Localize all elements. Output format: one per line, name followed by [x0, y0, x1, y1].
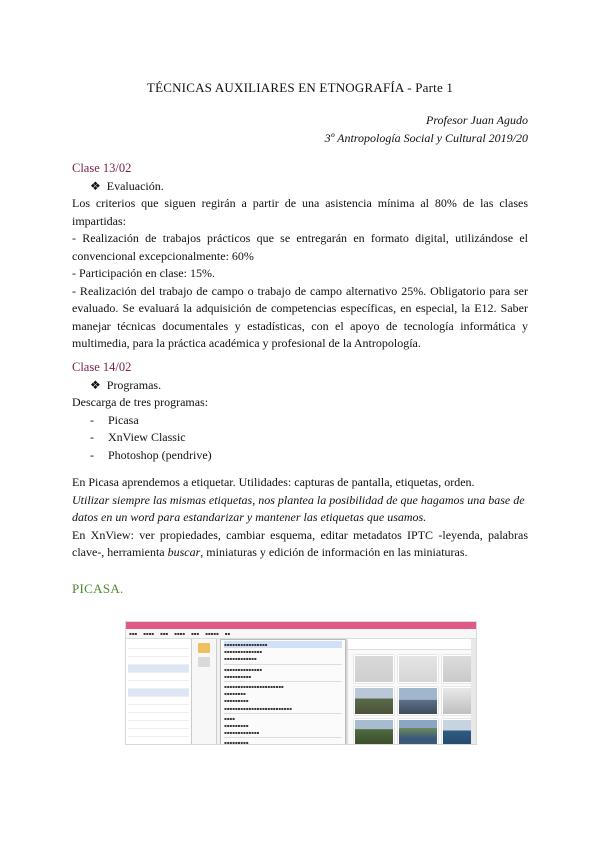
photo-thumbnail — [354, 687, 394, 715]
clase-2-bullet — [72, 377, 528, 395]
clase-1-item-3: - Realización del trabajo de campo o trabajo de campo alternativo 25%. Obligatorio para ser evaluado. Se evaluará la adquisición de competencias específicas, en especial, la E12. Saber manejar técnicas documentales y estadísticas, con el apoyo de tecnología informática y multimedia, para la práctica académica y profesional de la Antropología. — [72, 283, 528, 350]
tool-icon — [198, 657, 210, 667]
author-block — [325, 111, 528, 147]
screenshot-titlebar — [126, 622, 476, 629]
screenshot-dropdown-menu: ▪▪▪▪▪▪▪▪▪▪▪▪▪▪▪▪ ▪▪▪▪▪▪▪▪▪▪▪▪▪▪ ▪▪▪▪▪▪▪▪▪▪▪▪ ▪▪▪▪▪▪▪▪▪▪▪▪▪▪ ▪▪▪▪▪▪▪▪▪▪ ▪▪▪▪▪▪▪▪▪▪▪▪▪▪▪▪▪▪▪▪▪▪ ▪▪▪▪▪▪▪▪ ▪▪▪▪▪▪▪▪▪ ▪▪▪▪▪▪▪▪▪▪▪▪▪▪▪▪▪▪▪▪▪▪▪▪▪ ▪▪▪▪ ▪▪▪▪▪▪▪▪▪ ▪▪▪▪▪▪▪▪▪▪▪▪▪ ▪▪▪▪▪▪▪▪▪ — [220, 639, 346, 745]
picasa-paragraph: En Picasa aprendemos a etiquetar. Utilidades: capturas de pantalla, etiquetas, orden. — [72, 475, 475, 489]
screenshot-folder-panel — [126, 639, 192, 744]
photo-thumbnail — [398, 655, 438, 683]
clase-1-heading: Clase 13/02 — [72, 161, 132, 175]
picasa-heading: PICASA. — [72, 581, 124, 596]
photo-thumbnail — [398, 719, 438, 745]
program-list-item: - Photoshop (pendrive) — [90, 447, 212, 462]
folder-icon — [198, 643, 210, 653]
photo-thumbnail — [398, 687, 438, 715]
photo-thumbnail — [354, 655, 394, 683]
course-info: 3º Antropología Social y Cultural 2019/20 — [324, 131, 528, 145]
screenshot-thumbnail-grid — [348, 639, 476, 744]
screenshot-menubar: ▪▪▪ ▪▪▪▪ ▪▪▪ ▪▪▪▪ ▪▪▪ ▪▪▪▪▪ ▪▪ — [126, 629, 476, 639]
photo-thumbnail — [354, 719, 394, 745]
author-name: Profesor Juan Agudo — [426, 113, 528, 127]
diamond-bullet-icon: ❖ — [90, 178, 101, 193]
picasa-notes — [72, 474, 528, 562]
document-title: TÉCNICAS AUXILIARES EN ETNOGRAFÍA - Parte 1 — [146, 80, 454, 95]
clase-1-bullet-text: Evaluación. — [106, 178, 164, 193]
picasa-screenshot — [125, 621, 477, 745]
clase-2-section — [72, 359, 528, 464]
clase-1-section — [72, 160, 528, 353]
clase-1-bullet — [72, 178, 528, 196]
screenshot-scrollbar — [471, 639, 476, 744]
diamond-bullet-icon: ❖ — [90, 377, 101, 392]
clase-2-bullet-text: Programas. — [106, 377, 162, 392]
program-list-item: - Picasa — [90, 412, 139, 427]
clase-2-intro: Descarga de tres programas: — [72, 395, 209, 409]
etiquetas-paragraph: Utilizar siempre las mismas etiquetas, nos plantea la posibilidad de que hagamos una base de datos en un word para estandarizar y mantener las etiquetas que usamos. — [72, 492, 525, 524]
program-list-item: - XnView Classic — [90, 430, 186, 444]
clase-2-heading: Clase 14/02 — [72, 360, 132, 374]
clase-1-intro: Los criterios que siguen regirán a partir de una asistencia mínima al 80% de las clases impartidas: — [72, 196, 528, 228]
screenshot-toolbar-strip — [192, 639, 217, 744]
clase-1-item-2: - Participación en clase: 15%. — [72, 266, 215, 280]
clase-1-item-1: - Realización de trabajos prácticos que se entregarán en formato digital, utilizándose el convencional excepcionalmente: 60% — [72, 231, 528, 263]
xnview-paragraph: En XnView: ver propiedades, cambiar esquema, editar metadatos IPTC -leyenda, palabras clave-, herramienta buscar, miniaturas y edición de información en las miniaturas. — [72, 527, 528, 559]
